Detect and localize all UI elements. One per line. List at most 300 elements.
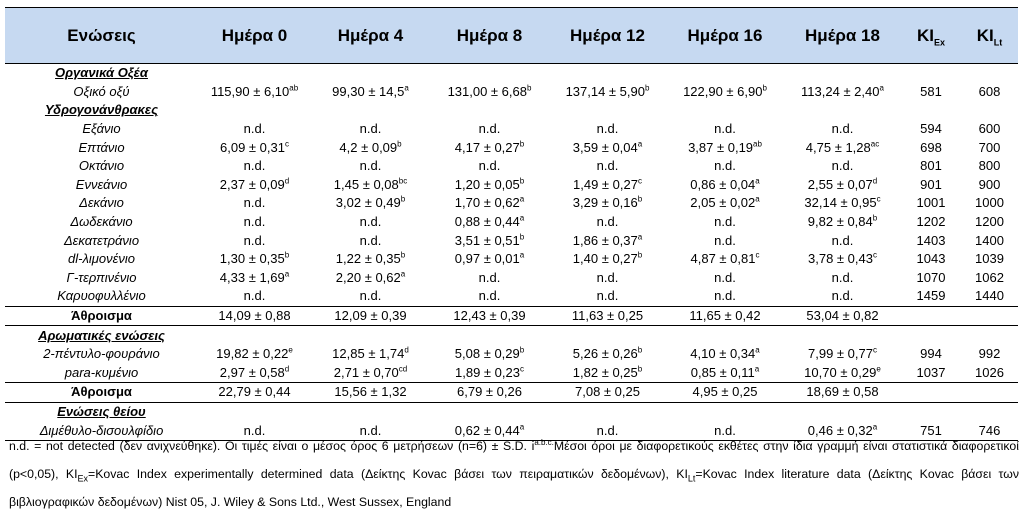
col-header-ki-ex bbox=[901, 8, 961, 64]
mean-sd-value: 4,10 ± 0,34 bbox=[690, 346, 756, 362]
value-cell bbox=[430, 213, 549, 232]
ki-lt-value bbox=[961, 383, 1018, 403]
mean-sd-value: 115,90 ± 6,10 bbox=[210, 83, 290, 99]
significance-letter: ab bbox=[289, 83, 299, 93]
compound-name: Δεκατετράνιο bbox=[63, 232, 140, 248]
value-cell bbox=[311, 176, 430, 195]
mean-sd-value: 32,14 ± 0,95 bbox=[804, 195, 877, 211]
significance-letter: b bbox=[637, 250, 643, 260]
empty-cell bbox=[666, 101, 784, 120]
mean-sd-value: 122,90 ± 6,90 bbox=[683, 83, 763, 99]
value-cell bbox=[198, 250, 311, 269]
mean-sd-value: 1,30 ± 0,35 bbox=[219, 251, 285, 267]
value-cell bbox=[198, 176, 311, 195]
table-footnote bbox=[9, 432, 1019, 516]
mean-sd-value: 3,51 ± 0,51 bbox=[454, 232, 520, 248]
mean-sd-value: 3,59 ± 0,04 bbox=[572, 139, 638, 155]
mean-sd-value: n.d. bbox=[831, 121, 854, 137]
ki-ex-value: 901 bbox=[920, 176, 942, 192]
mean-sd-value: 4,17 ± 0,27 bbox=[454, 139, 520, 155]
empty-cell bbox=[784, 101, 901, 120]
mean-sd-value: n.d. bbox=[831, 232, 854, 248]
mean-sd-value: n.d. bbox=[359, 121, 382, 137]
value-cell bbox=[430, 287, 549, 306]
mean-sd-value: 7,08 ± 0,25 bbox=[575, 384, 640, 400]
empty-cell bbox=[430, 402, 549, 421]
value-cell bbox=[784, 383, 901, 403]
compound-name: Δεκάνιο bbox=[79, 195, 124, 211]
table-row bbox=[5, 231, 1018, 250]
value-cell bbox=[198, 213, 311, 232]
value-cell bbox=[311, 83, 430, 102]
mean-sd-value: n.d. bbox=[596, 269, 619, 285]
mean-sd-value: n.d. bbox=[714, 214, 736, 230]
mean-sd-value: 12,09 ± 0,39 bbox=[334, 308, 407, 324]
value-cell bbox=[311, 269, 430, 288]
mean-sd-value: 137,14 ± 5,90 bbox=[565, 83, 645, 99]
table-row bbox=[5, 269, 1018, 288]
significance-letter: d bbox=[872, 176, 878, 186]
significance-letter: a bbox=[754, 364, 760, 374]
ki-ex-value: 1403 bbox=[916, 232, 946, 248]
compound-name: 2-πέντυλο-φουράνιο bbox=[43, 346, 160, 362]
value-cell bbox=[198, 345, 311, 364]
mean-sd-value: n.d. bbox=[831, 158, 854, 174]
significance-letter: ab bbox=[753, 139, 762, 149]
compound-name: Άθροισμα bbox=[5, 306, 198, 326]
footnote-text-4: =Kovac Index literature data (Δείκτης Kovac βάσει των βιβλιογραφικών δεδομένων) Nist 05, J. Wiley & Sons Ltd., West Sussex, England bbox=[9, 467, 1019, 509]
ki-lt-prefix: KI bbox=[976, 25, 994, 45]
sum-row bbox=[5, 383, 1018, 403]
footnote-sub-ex: Ex bbox=[77, 473, 89, 484]
significance-letter: a bbox=[879, 83, 884, 93]
mean-sd-value: 1,20 ± 0,05 bbox=[454, 176, 520, 192]
significance-letter: e bbox=[876, 364, 881, 374]
ki-lt-value: 1039 bbox=[975, 251, 1004, 267]
section-row bbox=[5, 64, 1018, 83]
mean-sd-value: n.d. bbox=[714, 232, 736, 248]
mean-sd-value: 1,89 ± 0,23 bbox=[455, 364, 520, 380]
mean-sd-value: 7,99 ± 0,77 bbox=[808, 346, 873, 362]
mean-sd-value: 0,85 ± 0,11 bbox=[690, 364, 755, 380]
significance-letter: b bbox=[637, 364, 643, 374]
empty-cell bbox=[666, 64, 784, 83]
empty-cell bbox=[784, 64, 901, 83]
compound-name: Διμέθυλο-δισουλφίδιο bbox=[5, 421, 198, 440]
mean-sd-value: 14,09 ± 0,88 bbox=[218, 308, 291, 324]
value-cell bbox=[784, 269, 901, 288]
table-row bbox=[5, 157, 1018, 176]
value-cell bbox=[311, 383, 430, 403]
value-cell bbox=[549, 194, 666, 213]
value-cell bbox=[666, 194, 784, 213]
col-header-day-16: Ημέρα 16 bbox=[666, 8, 784, 64]
ki-ex-value: 751 bbox=[901, 421, 961, 440]
empty-cell bbox=[901, 64, 961, 83]
ki-ex-value: 1070 bbox=[916, 269, 946, 285]
significance-letter: a bbox=[755, 195, 760, 205]
ki-lt-value: 992 bbox=[978, 346, 1001, 362]
mean-sd-value: 5,26 ± 0,26 bbox=[572, 346, 638, 362]
significance-letter: b bbox=[637, 195, 643, 205]
mean-sd-value: n.d. bbox=[243, 121, 266, 137]
value-cell bbox=[549, 138, 666, 157]
value-cell bbox=[784, 157, 901, 176]
mean-sd-value: 1,45 ± 0,08 bbox=[333, 176, 399, 192]
value-cell bbox=[311, 213, 430, 232]
mean-sd-value: 10,70 ± 0,29 bbox=[804, 364, 877, 380]
mean-sd-value: 2,05 ± 0,02 bbox=[690, 195, 756, 211]
mean-sd-value: n.d. bbox=[596, 121, 619, 137]
mean-sd-value: 3,29 ± 0,16 bbox=[572, 195, 638, 211]
significance-letter: c bbox=[876, 195, 881, 205]
value-cell bbox=[784, 176, 901, 195]
value-cell bbox=[430, 157, 549, 176]
mean-sd-value: n.d. bbox=[243, 422, 266, 438]
mean-sd-value: 6,79 ± 0,26 bbox=[457, 384, 522, 400]
compound-name: Οκτάνιο bbox=[78, 158, 125, 174]
mean-sd-value: n.d. bbox=[596, 288, 619, 304]
empty-cell bbox=[666, 402, 784, 421]
significance-letter: d bbox=[284, 176, 290, 186]
significance-letter: a bbox=[637, 139, 643, 149]
value-cell bbox=[198, 138, 311, 157]
col-header-compounds: Ενώσεις bbox=[5, 8, 198, 64]
ki-ex-value: 994 bbox=[920, 346, 942, 362]
mean-sd-value: 12,85 ± 1,74 bbox=[332, 346, 405, 362]
value-cell bbox=[666, 83, 784, 102]
significance-letter: a bbox=[519, 422, 525, 432]
mean-sd-value: 4,87 ± 0,81 bbox=[690, 251, 756, 267]
compound-name: Εξάνιο bbox=[82, 121, 121, 137]
mean-sd-value: n.d. bbox=[596, 214, 619, 230]
value-cell bbox=[666, 383, 784, 403]
ki-ex-value: 594 bbox=[920, 121, 942, 137]
compound-name: Εννεάνιο bbox=[75, 176, 128, 192]
significance-letter: b bbox=[872, 213, 878, 223]
mean-sd-value: n.d. bbox=[243, 214, 266, 230]
mean-sd-value: n.d. bbox=[478, 158, 501, 174]
mean-sd-value: 4,33 ± 1,69 bbox=[219, 269, 285, 285]
compound-name: Οξικό οξύ bbox=[73, 83, 130, 99]
col-header-day-0: Ημέρα 0 bbox=[198, 8, 311, 64]
mean-sd-value: 0,86 ± 0,04 bbox=[690, 176, 756, 192]
mean-sd-value: n.d. bbox=[714, 288, 736, 304]
mean-sd-value: 2,97 ± 0,58 bbox=[219, 364, 285, 380]
value-cell bbox=[311, 231, 430, 250]
value-cell bbox=[311, 306, 430, 326]
value-cell bbox=[430, 83, 549, 102]
significance-letter: b bbox=[400, 250, 406, 260]
value-cell bbox=[549, 83, 666, 102]
value-cell bbox=[311, 364, 430, 383]
section-title: Ενώσεις θείου bbox=[57, 403, 146, 419]
mean-sd-value: n.d. bbox=[359, 422, 382, 438]
sum-row bbox=[5, 306, 1018, 326]
mean-sd-value: n.d. bbox=[714, 121, 736, 137]
value-cell bbox=[311, 287, 430, 306]
value-cell bbox=[784, 83, 901, 102]
ki-lt-value: 1400 bbox=[975, 232, 1004, 248]
table-row bbox=[5, 250, 1018, 269]
footnote-text-2: Μέσοι όροι με διαφορετικούς εκθέτες στην ίδια γραμμή είναι στατιστικά διαφορετικοί (p<0,05), KI bbox=[9, 439, 1019, 481]
compound-name: Γ-τερπινένιο bbox=[66, 269, 137, 285]
footnote-text-1: n.d. = not detected (δεν ανιχνεύθηκε). Οι τιμές είναι ο μέσος όρος 6 μετρήσεων (n=6) ± S.D. i bbox=[9, 439, 535, 453]
value-cell bbox=[784, 120, 901, 139]
empty-cell bbox=[901, 402, 961, 421]
value-cell bbox=[549, 383, 666, 403]
mean-sd-value: 2,20 ± 0,62 bbox=[335, 269, 401, 285]
significance-letter: c bbox=[872, 345, 877, 355]
table-row bbox=[5, 364, 1018, 383]
value-cell bbox=[549, 231, 666, 250]
ki-lt-value: 1200 bbox=[975, 214, 1004, 230]
empty-cell bbox=[784, 402, 901, 421]
empty-cell bbox=[311, 64, 430, 83]
col-header-day-8: Ημέρα 8 bbox=[430, 8, 549, 64]
ki-ex-value: 1037 bbox=[916, 364, 946, 380]
significance-letter: c bbox=[637, 176, 642, 186]
significance-letter: e bbox=[288, 345, 293, 355]
value-cell bbox=[784, 345, 901, 364]
empty-cell bbox=[430, 64, 549, 83]
mean-sd-value: 11,63 ± 0,25 bbox=[571, 308, 644, 324]
mean-sd-value: 22,79 ± 0,44 bbox=[218, 384, 291, 400]
mean-sd-value: 0,46 ± 0,32 bbox=[807, 422, 873, 438]
empty-cell bbox=[901, 101, 961, 120]
ki-lt-value: 608 bbox=[978, 83, 1001, 99]
value-cell bbox=[198, 383, 311, 403]
empty-cell bbox=[666, 326, 784, 345]
significance-letter: a bbox=[755, 176, 760, 186]
value-cell bbox=[784, 194, 901, 213]
footnote-text-3: =Kovac Index experimentally determined data (Δείκτης Kovac βάσει των πειραματικών δεδομένων), KI bbox=[88, 467, 688, 481]
value-cell bbox=[666, 250, 784, 269]
compound-name: Άθροισμα bbox=[5, 383, 198, 403]
significance-letter: b bbox=[400, 195, 406, 205]
value-cell bbox=[549, 157, 666, 176]
significance-letter: a bbox=[519, 250, 525, 260]
significance-letter: a bbox=[404, 83, 409, 93]
ki-ex-subscript: Ex bbox=[933, 36, 945, 47]
value-cell bbox=[198, 120, 311, 139]
value-cell bbox=[666, 287, 784, 306]
value-cell bbox=[549, 250, 666, 269]
col-header-day-4: Ημέρα 4 bbox=[311, 8, 430, 64]
empty-cell bbox=[430, 101, 549, 120]
significance-letter: b bbox=[637, 345, 643, 355]
significance-letter: b bbox=[519, 345, 525, 355]
value-cell bbox=[549, 306, 666, 326]
value-cell bbox=[311, 157, 430, 176]
ki-ex-value bbox=[901, 306, 961, 326]
ki-ex-value: 1459 bbox=[916, 288, 946, 304]
value-cell bbox=[666, 364, 784, 383]
significance-letter: d bbox=[404, 345, 409, 355]
empty-cell bbox=[198, 402, 311, 421]
significance-letter: cd bbox=[398, 364, 408, 374]
significance-letter: b bbox=[526, 83, 532, 93]
mean-sd-value: 11,65 ± 0,42 bbox=[689, 308, 761, 324]
mean-sd-value: 3,78 ± 0,43 bbox=[808, 251, 873, 267]
mean-sd-value: n.d. bbox=[359, 232, 382, 248]
mean-sd-value: 113,24 ± 2,40 bbox=[801, 83, 880, 99]
mean-sd-value: 131,00 ± 6,68 bbox=[447, 83, 527, 99]
section-row bbox=[5, 402, 1018, 421]
mean-sd-value: n.d. bbox=[596, 422, 619, 438]
value-cell bbox=[549, 345, 666, 364]
empty-cell bbox=[549, 101, 666, 120]
mean-sd-value: n.d. bbox=[359, 288, 382, 304]
empty-cell bbox=[198, 326, 311, 345]
empty-cell bbox=[549, 402, 666, 421]
mean-sd-value: 15,56 ± 1,32 bbox=[334, 384, 407, 400]
results-table bbox=[5, 7, 1018, 441]
mean-sd-value: n.d. bbox=[243, 232, 266, 248]
value-cell bbox=[549, 364, 666, 383]
ki-lt-value: 1026 bbox=[975, 364, 1004, 380]
section-title: Υδρογονάνθρακες bbox=[44, 102, 159, 118]
ki-ex-value: 581 bbox=[920, 83, 942, 99]
value-cell bbox=[784, 364, 901, 383]
empty-cell bbox=[961, 402, 1018, 421]
mean-sd-value: 4,2 ± 0,09 bbox=[339, 139, 398, 155]
value-cell bbox=[784, 287, 901, 306]
value-cell bbox=[549, 269, 666, 288]
table-row bbox=[5, 138, 1018, 157]
ki-ex-value: 1001 bbox=[916, 195, 946, 211]
mean-sd-value: 9,82 ± 0,84 bbox=[807, 214, 873, 230]
mean-sd-value: n.d. bbox=[478, 269, 501, 285]
table-header bbox=[5, 8, 1018, 64]
value-cell bbox=[549, 120, 666, 139]
significance-letter: c bbox=[284, 139, 289, 149]
mean-sd-value: 3,87 ± 0,19 bbox=[688, 139, 754, 155]
mean-sd-value: n.d. bbox=[831, 288, 854, 304]
table-row bbox=[5, 345, 1018, 364]
value-cell bbox=[666, 306, 784, 326]
mean-sd-value: n.d. bbox=[359, 158, 382, 174]
mean-sd-value: 0,97 ± 0,01 bbox=[454, 251, 520, 267]
section-title: Αρωματικές ενώσεις bbox=[38, 327, 165, 343]
mean-sd-value: 1,70 ± 0,62 bbox=[454, 195, 520, 211]
mean-sd-value: 6,09 ± 0,31 bbox=[220, 139, 285, 155]
value-cell bbox=[549, 176, 666, 195]
empty-cell bbox=[311, 326, 430, 345]
empty-cell bbox=[784, 326, 901, 345]
table-body bbox=[5, 64, 1018, 441]
significance-letter: ac bbox=[870, 139, 880, 149]
section-row bbox=[5, 101, 1018, 120]
significance-letter: bc bbox=[398, 176, 408, 186]
mean-sd-value: 1,22 ± 0,35 bbox=[335, 251, 401, 267]
significance-letter: a bbox=[284, 269, 290, 279]
value-cell bbox=[198, 364, 311, 383]
ki-lt-value: 800 bbox=[978, 158, 1001, 174]
ki-ex-prefix: KI bbox=[916, 25, 934, 45]
value-cell bbox=[430, 120, 549, 139]
ki-ex-value: 1043 bbox=[916, 251, 946, 267]
value-cell bbox=[430, 306, 549, 326]
mean-sd-value: n.d. bbox=[478, 121, 501, 137]
value-cell bbox=[430, 176, 549, 195]
empty-cell bbox=[961, 326, 1018, 345]
mean-sd-value: 18,69 ± 0,58 bbox=[806, 384, 879, 400]
value-cell bbox=[311, 120, 430, 139]
value-cell bbox=[198, 306, 311, 326]
footnote-sub-lt: Lt bbox=[687, 473, 696, 484]
compound-name: Δωδεκάνιο bbox=[70, 214, 133, 230]
empty-cell bbox=[198, 64, 311, 83]
mean-sd-value: 3,02 ± 0,49 bbox=[335, 195, 401, 211]
compound-name: para-κυμένιο bbox=[64, 364, 139, 380]
col-header-day-12: Ημέρα 12 bbox=[549, 8, 666, 64]
value-cell bbox=[666, 120, 784, 139]
ki-ex-value: 698 bbox=[920, 139, 942, 155]
value-cell bbox=[430, 345, 549, 364]
empty-cell bbox=[430, 326, 549, 345]
ki-lt-value: 746 bbox=[961, 421, 1018, 440]
value-cell bbox=[198, 83, 311, 102]
value-cell bbox=[784, 306, 901, 326]
mean-sd-value: 2,37 ± 0,09 bbox=[219, 176, 285, 192]
significance-letter: c bbox=[872, 250, 877, 260]
ki-ex-value bbox=[901, 383, 961, 403]
value-cell bbox=[430, 138, 549, 157]
mean-sd-value: n.d. bbox=[243, 158, 266, 174]
mean-sd-value: 2,55 ± 0,07 bbox=[807, 176, 873, 192]
ki-lt-value bbox=[961, 306, 1018, 326]
significance-letter: c bbox=[519, 364, 524, 374]
mean-sd-value: 2,71 ± 0,70 bbox=[333, 364, 399, 380]
significance-letter: a bbox=[755, 345, 760, 355]
ki-lt-value: 1062 bbox=[975, 269, 1004, 285]
mean-sd-value: 5,08 ± 0,29 bbox=[454, 346, 520, 362]
value-cell bbox=[198, 194, 311, 213]
value-cell bbox=[784, 213, 901, 232]
value-cell bbox=[198, 287, 311, 306]
ki-lt-value: 700 bbox=[978, 139, 1001, 155]
value-cell bbox=[784, 231, 901, 250]
mean-sd-value: n.d. bbox=[243, 195, 266, 211]
value-cell bbox=[430, 269, 549, 288]
empty-cell bbox=[961, 64, 1018, 83]
value-cell bbox=[666, 176, 784, 195]
significance-letter: b bbox=[284, 250, 290, 260]
significance-letter: a bbox=[872, 422, 878, 432]
footnote-superscript: a.b.c. bbox=[534, 437, 554, 447]
mean-sd-value: 19,82 ± 0,22 bbox=[216, 346, 289, 362]
significance-letter: b bbox=[397, 139, 402, 149]
ki-lt-value: 600 bbox=[978, 121, 1001, 137]
table-row bbox=[5, 194, 1018, 213]
mean-sd-value: 1,40 ± 0,27 bbox=[572, 251, 638, 267]
significance-letter: a bbox=[637, 232, 643, 242]
value-cell bbox=[311, 250, 430, 269]
empty-cell bbox=[198, 101, 311, 120]
table-row bbox=[5, 176, 1018, 195]
significance-letter: b bbox=[519, 139, 525, 149]
value-cell bbox=[430, 194, 549, 213]
compound-name: Επτάνιο bbox=[78, 139, 125, 155]
ki-ex-value: 1202 bbox=[916, 214, 946, 230]
compound-name: Καρυοφυλλένιο bbox=[57, 288, 146, 304]
mean-sd-value: 12,43 ± 0,39 bbox=[453, 308, 526, 324]
significance-letter: b bbox=[519, 232, 525, 242]
significance-letter: c bbox=[755, 250, 760, 260]
mean-sd-value: 0,88 ± 0,44 bbox=[454, 214, 520, 230]
value-cell bbox=[666, 269, 784, 288]
